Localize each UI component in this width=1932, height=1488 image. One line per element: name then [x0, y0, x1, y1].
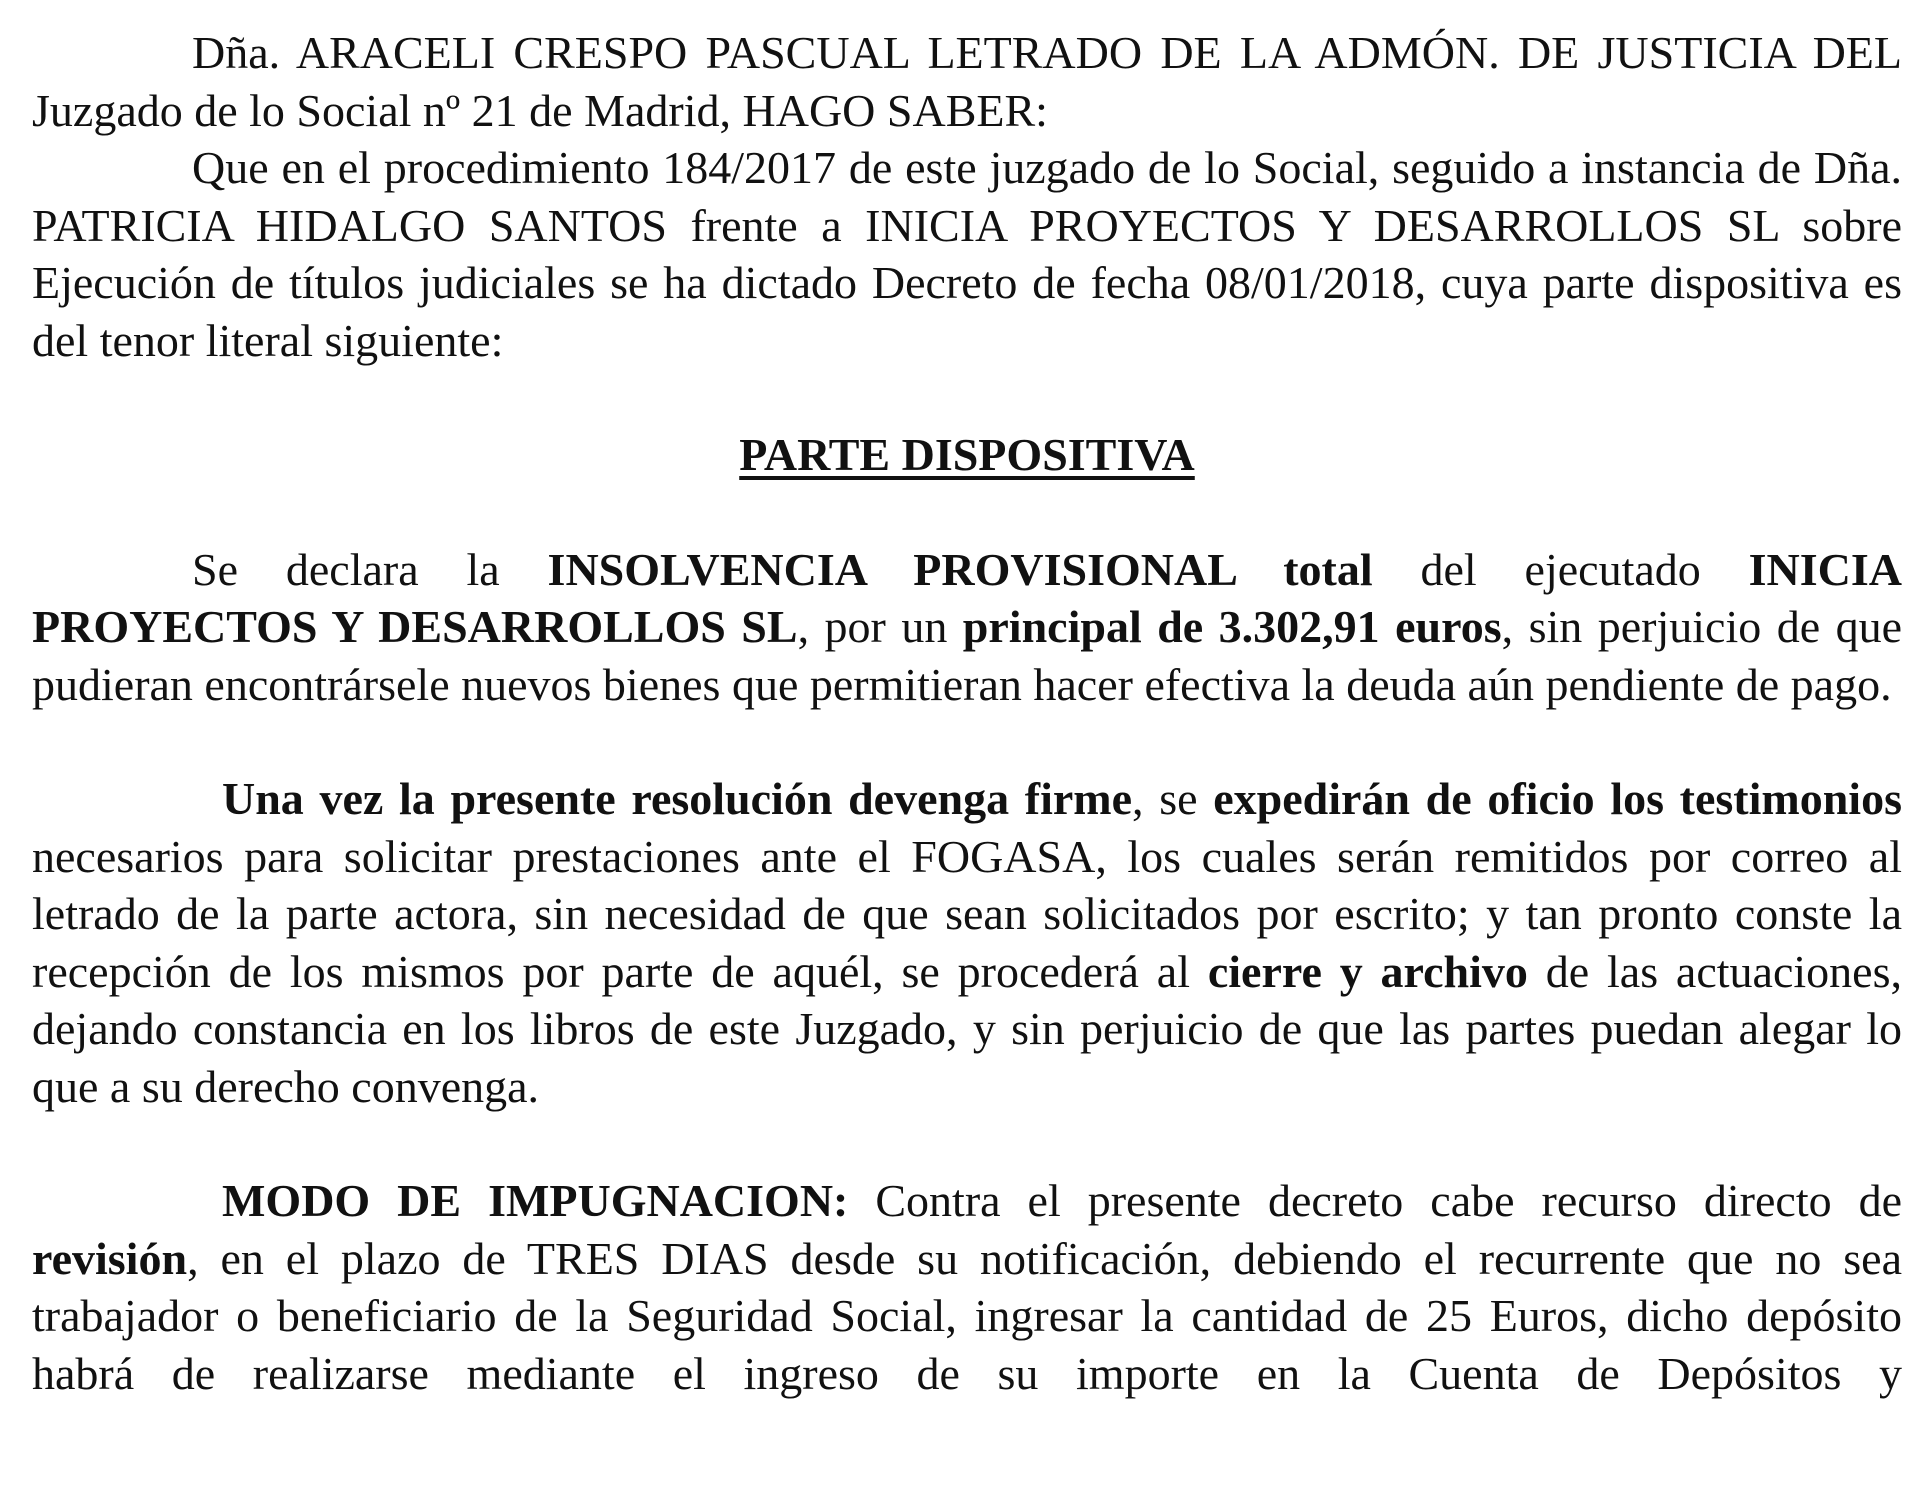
firmness-text-1: , se	[1132, 773, 1214, 824]
spacer	[32, 1115, 1902, 1172]
insolvency-bold-3: principal de 3.302,91 euros	[962, 601, 1502, 652]
insolvency-paragraph	[32, 541, 1902, 714]
firmness-bold-3: cierre y archivo	[1207, 945, 1528, 997]
firmness-bold-1: Una vez la presente resolución devenga firme	[222, 773, 1133, 824]
intro-text: Dña. ARACELI CRESPO PASCUAL LETRADO DE LA ADMÓN. DE JUSTICIA DEL Juzgado de lo Social nº 21 de Madrid, HAGO SABER:	[32, 27, 1902, 136]
insolvency-text-1: Se declara la	[192, 543, 548, 595]
firmness-text-2: necesarios para solicitar prestaciones ante el FOGASA, los cuales serán remitidos por correo al letrado de la parte actora, sin necesidad de que sean solicitados por escrito; y tan pronto conste la recepción de los mismos por parte de aquél, se procederá al	[32, 830, 1902, 997]
spacer	[32, 713, 1902, 770]
insolvency-text-2: del ejecutado	[1372, 543, 1749, 595]
appeal-text-1: Contra el presente decreto cabe recurso directo de	[848, 1175, 1902, 1226]
firmness-paragraph	[32, 770, 1902, 1115]
spacer	[32, 369, 1902, 426]
appeal-bold-1: MODO DE IMPUGNACION:	[222, 1175, 849, 1226]
insolvency-text-4: , sin perjuicio de que pudieran encontrársele nuevos bienes que permitieran hacer efectiva la deuda aún pendiente de pago.	[32, 601, 1903, 710]
appeal-bold-2: revisión	[32, 1232, 188, 1284]
intro-paragraph	[32, 24, 1902, 139]
appeal-paragraph	[32, 1172, 1902, 1402]
insolvency-bold-2: INICIA PROYECTOS Y DESARROLLOS SL	[32, 543, 1902, 652]
procedure-text: Que en el procedimiento 184/2017 de este juzgado de lo Social, seguido a instancia de Dña. PATRICIA HIDALGO SANTOS frente a INICIA PROYECTOS Y DESARROLLOS SL sobre Ejecución de títulos judiciales se ha dictado Decreto de fecha 08/01/2018, cuya parte dispositiva es del tenor literal siguiente:	[32, 142, 1902, 366]
firmness-bold-2: expedirán de oficio los testimonios	[1213, 773, 1902, 824]
insolvency-text-3: , por un	[797, 601, 963, 652]
appeal-text-2: , en el plazo de TRES DIAS desde su notificación, debiendo el recurrente que no sea trabajador o beneficiario de la Seguridad Social, ingresar la cantidad de 25 Euros, dicho depósito habrá de realizarse mediante el ingreso de su importe en la Cuenta de Depósitos y	[32, 1232, 1902, 1399]
procedure-paragraph	[32, 139, 1902, 369]
firmness-text-3: de las actuaciones, dejando constancia en los libros de este Juzgado, y sin perjuicio de que las partes puedan alegar lo que a su derecho convenga.	[32, 945, 1902, 1112]
insolvency-bold-1: INSOLVENCIA PROVISIONAL total	[547, 543, 1373, 595]
spacer	[32, 484, 1902, 541]
section-heading: PARTE DISPOSITIVA	[739, 429, 1195, 480]
